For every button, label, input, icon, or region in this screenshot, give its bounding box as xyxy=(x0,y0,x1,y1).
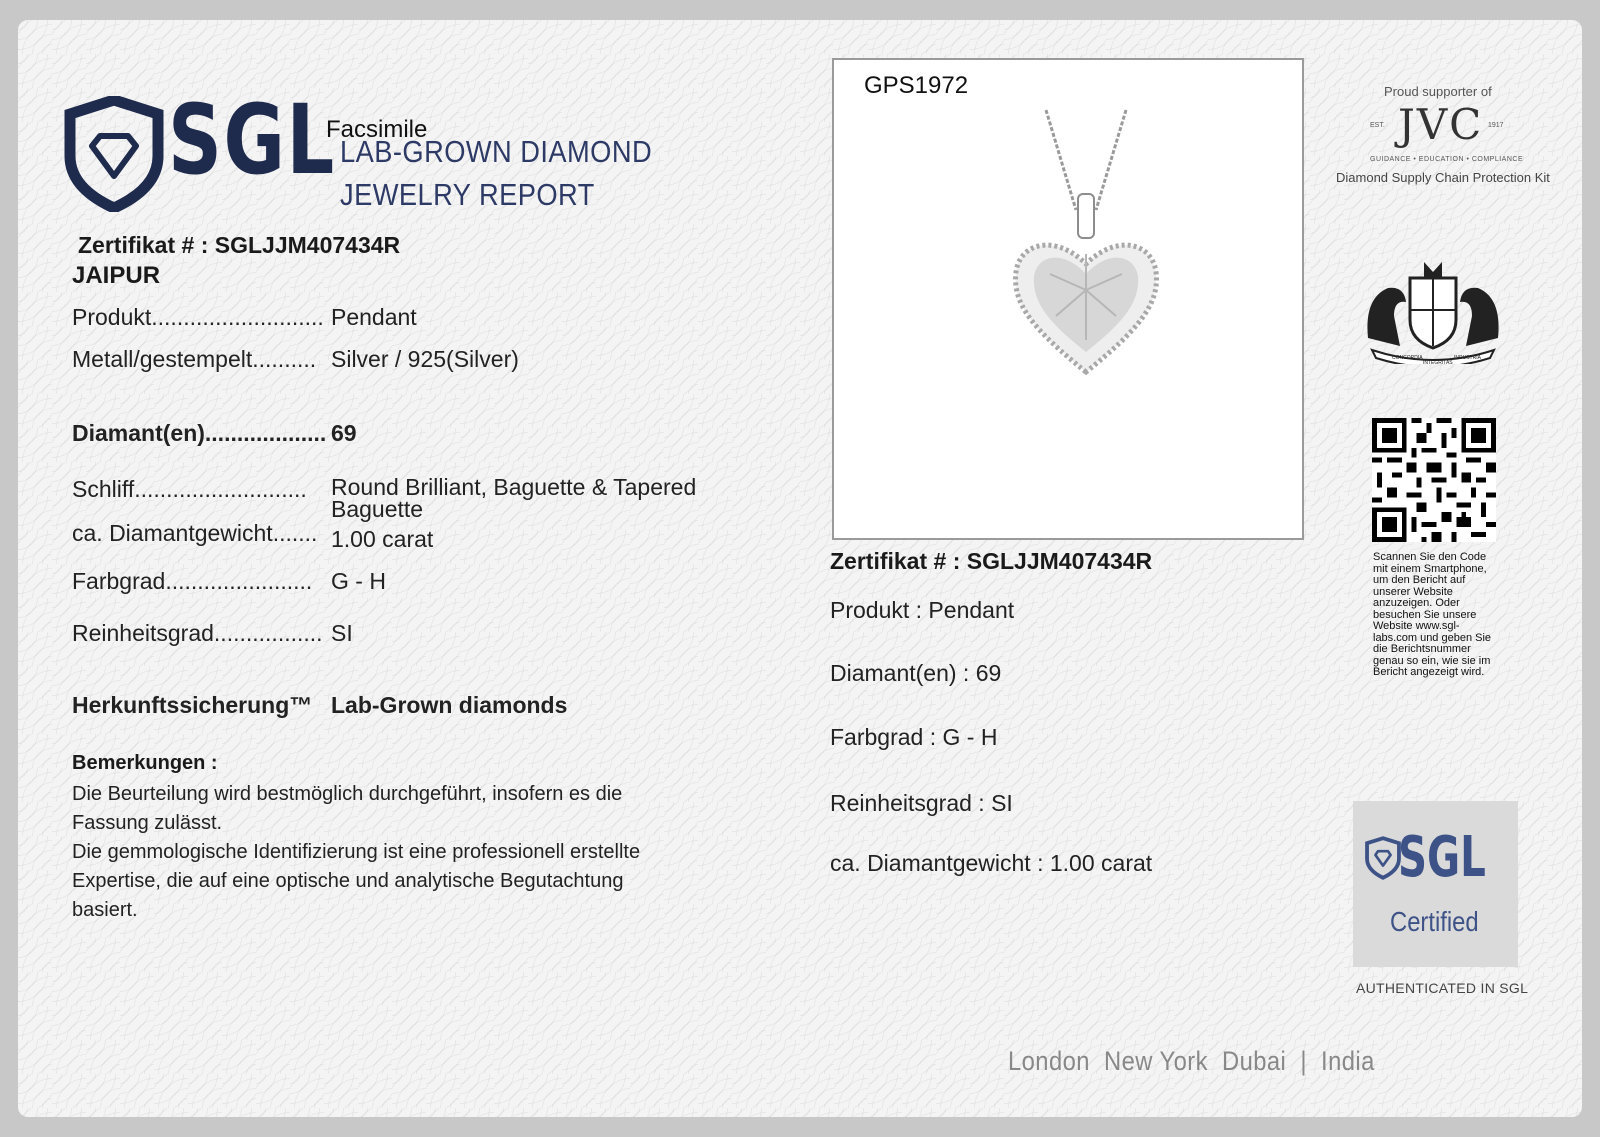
coat-of-arms-icon xyxy=(1360,258,1506,364)
remarks-line: Die gemmologische Identifizierung ist eine professionell erstellte Expertise, die auf eine optische und analytische Begutachtung basiert. xyxy=(72,841,641,921)
product-code: GPS1972 xyxy=(864,72,969,99)
report-title-line2: JEWELRY REPORT xyxy=(340,177,595,212)
authenticated-text: AUTHENTICATED IN SGL xyxy=(1356,980,1529,996)
footer-locations: London New York Dubai | India xyxy=(1008,1046,1375,1076)
proud-supporter-text: Proud supporter of xyxy=(1384,84,1492,99)
supply-chain-kit-text: Diamond Supply Chain Protection Kit xyxy=(1336,170,1550,185)
certificate-number: Zertifikat # : SGLJJM407434R xyxy=(78,232,401,258)
row-label: Produkt........................... xyxy=(72,304,324,330)
jvc-tagline: GUIDANCE • EDUCATION • COMPLIANCE xyxy=(1370,156,1524,163)
remarks-text xyxy=(72,780,652,925)
row-value: 1.00 carat xyxy=(331,526,434,552)
row-value: Pendant xyxy=(331,304,417,330)
row-label: Metall/gestempelt.......... xyxy=(72,346,317,372)
report-title xyxy=(340,130,652,216)
row-value: G - H xyxy=(331,568,386,594)
remarks-title: Bemerkungen : xyxy=(72,752,218,774)
crest-motto-left: CONCORDIA xyxy=(1392,355,1423,361)
row-label: ca. Diamantgewicht....... xyxy=(72,520,318,546)
heart-pendant-image xyxy=(834,60,1302,538)
jvc-year: 1917 xyxy=(1488,122,1504,129)
facsimile-label: Facsimile xyxy=(326,116,428,143)
crest-motto-mid: INTEGRITAS xyxy=(1423,360,1453,364)
badge-brand: SGL xyxy=(1398,825,1486,890)
row-value: Round Brilliant, Baguette & Tapered Baguette xyxy=(331,474,697,522)
summary-color: Farbgrad : G - H xyxy=(830,724,998,750)
row-value: SI xyxy=(331,620,353,646)
summary-clarity: Reinheitsgrad : SI xyxy=(830,790,1013,816)
row-value: Silver / 925(Silver) xyxy=(331,346,519,372)
row-value: 69 xyxy=(331,420,357,446)
badge-certified-label: Certified xyxy=(1390,906,1479,937)
brand-wordmark: SGL xyxy=(168,84,336,196)
report-title-line1: LAB-GROWN DIAMOND xyxy=(340,134,653,169)
summary-product: Produkt : Pendant xyxy=(830,597,1015,623)
sgl-shield-icon xyxy=(64,96,164,212)
summary-diamonds: Diamant(en) : 69 xyxy=(830,660,1002,686)
row-label: Farbgrad....................... xyxy=(72,568,313,594)
jvc-logo: JVC xyxy=(1398,100,1484,149)
row-label: Schliff........................... xyxy=(72,476,307,502)
product-photo xyxy=(832,58,1304,540)
row-label: Diamant(en)................... xyxy=(72,420,327,446)
city: JAIPUR xyxy=(72,262,161,289)
row-value: Lab-Grown diamonds xyxy=(331,692,568,718)
crest-motto-right: INDUSTRIA xyxy=(1454,355,1481,361)
row-label: Herkunftssicherung™ xyxy=(72,692,313,718)
row-label: Reinheitsgrad................. xyxy=(72,620,323,646)
summary-certificate: Zertifikat # : SGLJJM407434R xyxy=(830,548,1153,574)
badge-shield-icon xyxy=(1364,830,1402,886)
jvc-est: EST. xyxy=(1370,122,1385,129)
qr-code[interactable] xyxy=(1372,418,1496,542)
summary-weight: ca. Diamantgewicht : 1.00 carat xyxy=(830,850,1153,876)
remarks-line: Die Beurteilung wird bestmöglich durchgeführt, insofern es die Fassung zulässt. xyxy=(72,783,623,834)
qr-instructions: Scannen Sie den Code mit einem Smartphone, um den Bericht auf unserer Website anzuzeigen. Oder besuchen Sie unsere Website www.sgl-labs.com und geben Sie die Berichtsnummer genau so ein, wie sie im Bericht angezeigt wird. xyxy=(1373,551,1492,678)
